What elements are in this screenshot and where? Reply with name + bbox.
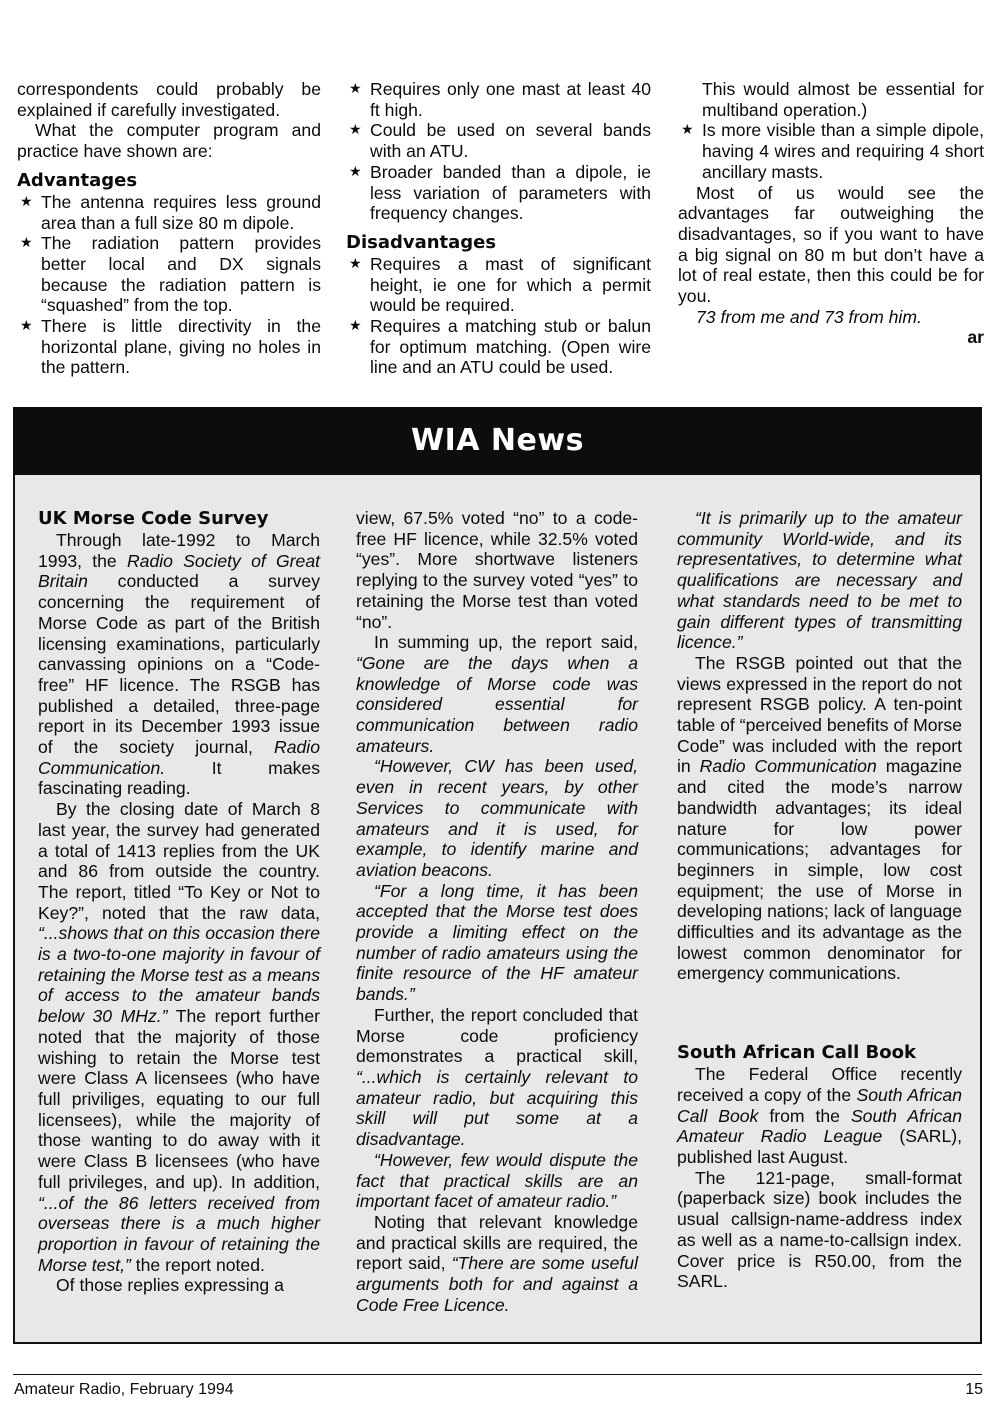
bullet-item: ★ Broader banded than a dipole, ie less variation of parameters with frequency changes.: [346, 162, 651, 224]
paragraph: By the closing date of March 8 last year, the survey had generated a total of 1413 replies from the UK and 86 from outside the country. The report, titled “To Key or Not to Key?”, noted that the raw data, “...shows that on this occasion there is a two-to-one majority in favour of retaining the Morse test as a means of access to the amateur bands below 30 MHz.” The report further noted that the majority of those wishing to retain the Morse test were Class A licensees (who have full priviliges, equating to our full licensees), while the majority of those wanting to do away with it were Class B licensees (who have full privileges, and up). In addition, “...of the 86 letters received from overseas there is a much higher proportion in favour of retaining the Morse test,” the report noted.: [38, 799, 320, 1275]
paragraph: What the computer program and practice have shown are:: [17, 120, 321, 162]
paragraph: “For a long time, it has been accepted that the Morse test does provide a limiting effect on the number of radio amateurs using the finite resource of the HF amateur bands.”: [356, 880, 638, 1005]
paragraph: “However, few would dispute the fact that practical skills are an important facet of amateur radio.”: [356, 1149, 638, 1212]
article-column-1: [17, 79, 321, 378]
paragraph: The 121-page, small-format (paperback size) book includes the usual callsign-name-address index as well as a name-to-callsign index. Cover price is R50.00, from the SARL.: [677, 1167, 962, 1292]
paragraph: Through late-1992 to March 1993, the Radio Society of Great Britain conducted a survey concerning the requirement of Morse Code as part of the British licensing examinations, particularly canvassing opinions on a “Code-free” HF licence. The RSGB has published a detailed, three-page report in its December 1993 issue of the society journal, Radio Communication. It makes fascinating reading.: [38, 530, 320, 799]
section-heading-uk-morse: UK Morse Code Survey: [38, 508, 269, 529]
bullet-item: ★ Requires only one mast at least 40 ft high.: [346, 79, 651, 120]
paragraph: In summing up, the report said, “Gone are the days when a knowledge of Morse code was considered essential for communication between radio amateurs.: [356, 632, 638, 756]
author-initials: ar: [967, 327, 984, 348]
bullet-item: ★ Is more visible than a simple dipole, having 4 wires and requiring 4 short ancillary masts.: [678, 120, 984, 182]
paragraph: view, 67.5% voted “no” to a code-free HF licence, while 32.5% voted “yes”. More shortwave listeners replying to the survey voted “yes” to retaining the Morse test than voted “no”.: [356, 508, 638, 632]
news-column-1: [38, 508, 320, 1296]
section-heading-disadvantages: Disadvantages: [346, 231, 497, 253]
bullet-item: ★ Requires a matching stub or balun for optimum matching. (Open wire line and an ATU could be used.: [346, 316, 651, 378]
section-heading-south-african-call-book: South African Call Book: [677, 1042, 916, 1064]
news-column-3: [677, 508, 962, 1292]
page-number: 15: [965, 1381, 983, 1398]
article-column-3: [678, 79, 984, 348]
section-heading-advantages: Advantages: [17, 169, 138, 191]
article-column-2: [346, 79, 651, 378]
news-column-2: [356, 508, 638, 1315]
paragraph: Of those replies expressing a: [56, 1275, 284, 1296]
paragraph: “It is primarily up to the amateur community World-wide, and its representatives, to determine what qualifications are necessary and what standards need to be met to gain different types of transmitting licence.”: [677, 508, 962, 653]
paragraph: The RSGB pointed out that the views expressed in the report do not represent RSGB policy. A ten-point table of “perceived benefits of Morse Code” was included with the report in Radio Communication magazine and cited the mode’s narrow bandwidth advantages; its ideal nature for low power communications; advantages for beginners in simple, low cost equipment; the use of Morse in developing nations; lack of language difficulties and its advantage as the lowest common denominator for emergency communications.: [677, 652, 962, 984]
news-banner-title: WIA News: [13, 407, 982, 475]
paragraph: This would almost be essential for multiband operation.): [702, 79, 984, 120]
paragraph: Noting that relevant knowledge and practical skills are required, the report said, “There are some useful arguments both for and against a Code Free Licence.: [356, 1211, 638, 1315]
paragraph: “However, CW has been used, even in recent years, by other Services to communicate with amateurs and it is used, for example, to identify marine and aviation beacons.: [356, 756, 638, 880]
bullet-item: ★ Requires a mast of significant height, ie one for which a permit would be required.: [346, 254, 651, 316]
bullet-item: ★ The radiation pattern provides better local and DX signals because the radiation pattern is “squashed” from the top.: [17, 233, 321, 316]
paragraph: Most of us would see the advantages far outweighing the disadvantages, so if you want to have a big signal on 80 m but don’t have a lot of real estate, then this could be for you.: [678, 182, 984, 307]
paragraph: The Federal Office recently received a copy of the South African Call Book from the South African Amateur Radio League (SARL), published last August.: [677, 1064, 962, 1167]
bullet-item: ★ Could be used on several bands with an ATU.: [346, 120, 651, 161]
bullet-item: ★ The antenna requires less ground area than a full size 80 m dipole.: [17, 192, 321, 233]
footer-rule: [13, 1374, 982, 1375]
paragraph: correspondents could probably be explained if carefully investigated.: [17, 79, 321, 120]
paragraph: Further, the report concluded that Morse code proficiency demonstrates a practical skill, “...which is certainly relevant to amateur radio, but acquiring this skill will put some at a disadvantage.: [356, 1004, 638, 1150]
bullet-item: ★ There is little directivity in the horizontal plane, giving no holes in the pattern.: [17, 316, 321, 378]
signoff: 73 from me and 73 from him.: [696, 306, 922, 327]
footer-publication: Amateur Radio, February 1994: [14, 1381, 234, 1398]
